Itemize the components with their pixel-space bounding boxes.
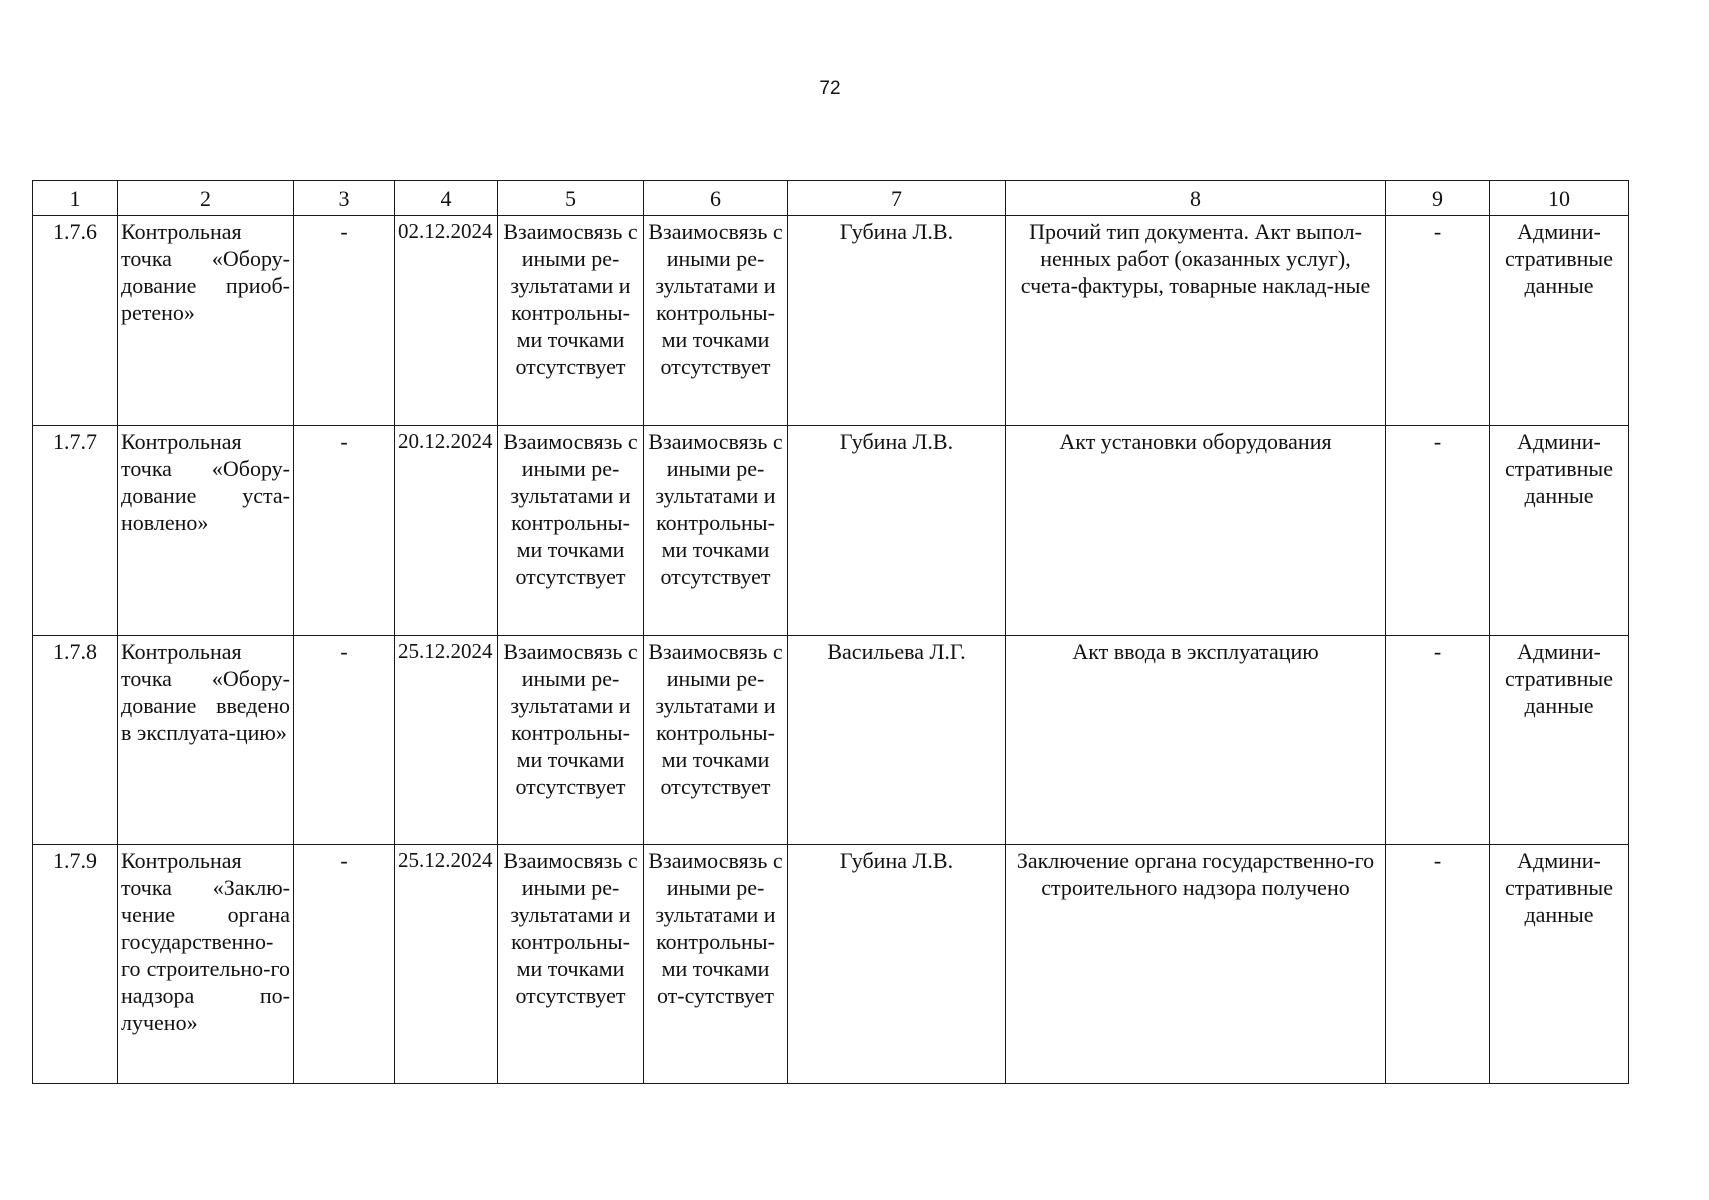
column-header: 4: [395, 181, 498, 216]
data-source: Админи-стративные данные: [1490, 425, 1629, 635]
row-number: 1.7.8: [33, 635, 118, 845]
due-date: 02.12.2024: [395, 216, 498, 426]
document-type: Акт ввода в эксплуатацию: [1006, 635, 1386, 845]
relation-cell: Взаимосвязь с иными ре-зультатами и контрольны-ми точками отсутствует: [498, 216, 644, 426]
due-date: 25.12.2024: [395, 635, 498, 845]
relation-cell: Взаимосвязь с иными ре-зультатами и контрольны-ми точками отсутствует: [644, 425, 788, 635]
column-header: 5: [498, 181, 644, 216]
page-number: 72: [819, 78, 841, 99]
responsible-person: Губина Л.В.: [788, 425, 1006, 635]
table-row: [33, 845, 1629, 1084]
control-point-name: Контрольная точка «Обору-дование приоб-ретено»: [118, 216, 294, 426]
cell-dash: -: [294, 216, 395, 426]
row-number: 1.7.7: [33, 425, 118, 635]
cell-dash: -: [294, 425, 395, 635]
document-type: Прочий тип документа. Акт выпол-ненных работ (оказанных услуг), счета-фактуры, товарные наклад-ные: [1006, 216, 1386, 426]
column-header: 2: [118, 181, 294, 216]
relation-cell: Взаимосвязь с иными ре-зультатами и контрольны-ми точками отсутствует: [498, 635, 644, 845]
responsible-person: Губина Л.В.: [788, 216, 1006, 426]
control-point-name: Контрольная точка «Обору-дование уста-новлено»: [118, 425, 294, 635]
cell-dash: -: [1386, 425, 1490, 635]
table-row: [33, 425, 1629, 635]
control-point-name: Контрольная точка «Заклю-чение органа государственно-го строительно-го надзора по-лучено»: [118, 845, 294, 1084]
relation-cell: Взаимосвязь с иными ре-зультатами и контрольны-ми точками отсутствует: [644, 635, 788, 845]
row-number: 1.7.9: [33, 845, 118, 1084]
data-source: Админи-стративные данные: [1490, 216, 1629, 426]
row-number: 1.7.6: [33, 216, 118, 426]
column-header: 6: [644, 181, 788, 216]
column-header: 10: [1490, 181, 1629, 216]
relation-cell: Взаимосвязь с иными ре-зультатами и контрольны-ми точками от-сутствует: [644, 845, 788, 1084]
control-point-name: Контрольная точка «Обору-дование введено в эксплуата-цию»: [118, 635, 294, 845]
column-header: 9: [1386, 181, 1490, 216]
relation-cell: Взаимосвязь с иными ре-зультатами и контрольны-ми точками отсутствует: [498, 425, 644, 635]
column-header: 3: [294, 181, 395, 216]
cell-dash: -: [294, 845, 395, 1084]
relation-cell: Взаимосвязь с иными ре-зультатами и контрольны-ми точками отсутствует: [644, 216, 788, 426]
data-source: Админи-стративные данные: [1490, 845, 1629, 1084]
document-type: Заключение органа государственно-го строительного надзора получено: [1006, 845, 1386, 1084]
column-header: 1: [33, 181, 118, 216]
column-header: 8: [1006, 181, 1386, 216]
due-date: 20.12.2024: [395, 425, 498, 635]
responsible-person: Губина Л.В.: [788, 845, 1006, 1084]
cell-dash: -: [1386, 216, 1490, 426]
data-source: Админи-стративные данные: [1490, 635, 1629, 845]
cell-dash: -: [294, 635, 395, 845]
document-type: Акт установки оборудования: [1006, 425, 1386, 635]
responsible-person: Васильева Л.Г.: [788, 635, 1006, 845]
column-header: 7: [788, 181, 1006, 216]
table-row: [33, 635, 1629, 845]
cell-dash: -: [1386, 635, 1490, 845]
control-points-table: [32, 180, 1629, 1084]
header-row: [33, 181, 1629, 216]
cell-dash: -: [1386, 845, 1490, 1084]
relation-cell: Взаимосвязь с иными ре-зультатами и контрольны-ми точками отсутствует: [498, 845, 644, 1084]
due-date: 25.12.2024: [395, 845, 498, 1084]
table-row: [33, 216, 1629, 426]
